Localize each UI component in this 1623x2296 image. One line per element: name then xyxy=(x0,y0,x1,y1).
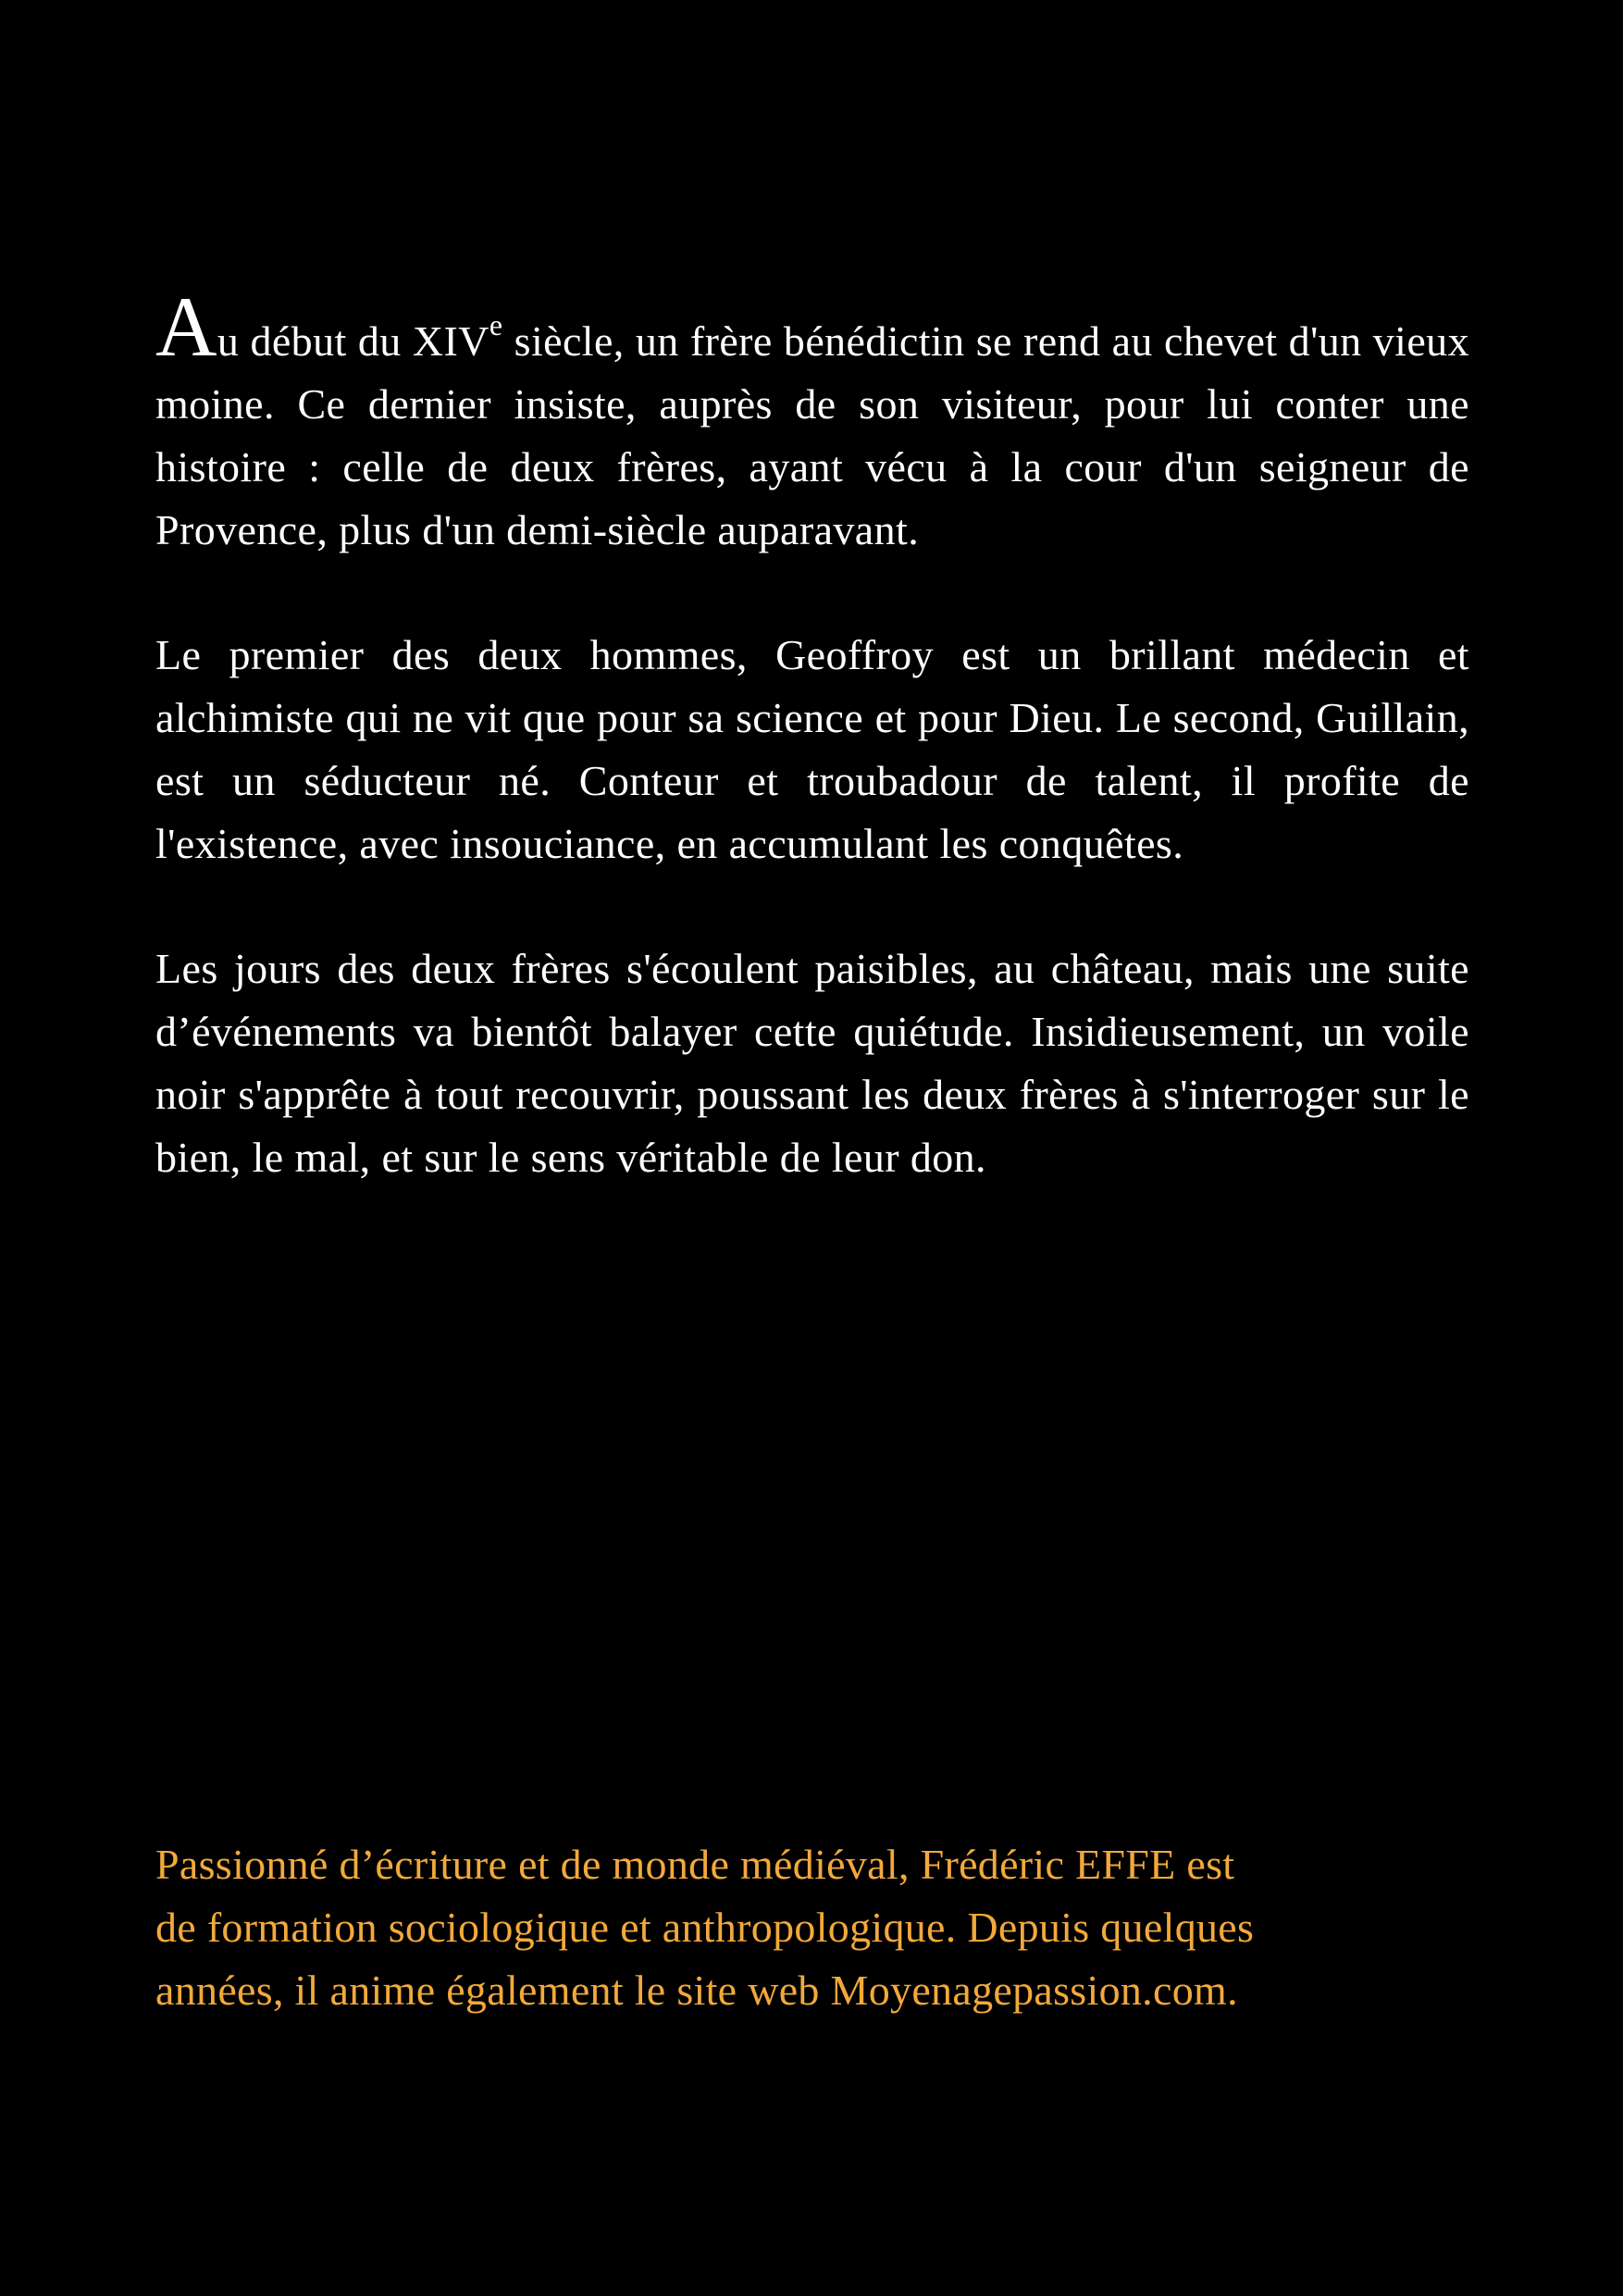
author-bio-line-1: Passionné d’écriture et de monde médiéval, Frédéric EFFE est xyxy=(155,1841,1235,1888)
synopsis xyxy=(155,279,1469,1251)
paragraph-1-rest: siècle, un frère bénédictin se rend au chevet d'un vieux moine. Ce dernier insiste, auprès de son visiteur, pour lui conter une histoire : celle de deux frères, ayant vécu à la cour d'un seigneur de Provence, plus d'un demi-siècle auparavant. xyxy=(155,317,1469,553)
synopsis-paragraph-1 xyxy=(155,279,1469,562)
drop-cap: A xyxy=(155,279,217,374)
author-bio xyxy=(155,1833,1479,2022)
paragraph-1-start: u début du XIV xyxy=(217,317,489,365)
synopsis-paragraph-3: Les jours des deux frères s'écoulent paisibles, au château, mais une suite d’événements va bientôt balayer cette quiétude. Insidieusement, un voile noir s'apprête à tout recouvrir, poussant les deux frères à s'interroger sur le bien, le mal, et sur le sens véritable de leur don. xyxy=(155,945,1469,1181)
century-superscript: e xyxy=(489,308,503,341)
synopsis-paragraph-2: Le premier des deux hommes, Geoffroy est un brillant médecin et alchimiste qui ne vit que pour sa science et pour Dieu. Le second, Guillain, est un séducteur né. Conteur et troubadour de talent, il profite de l'existence, avec insouciance, en accumulant les conquêtes. xyxy=(155,631,1469,867)
author-bio-line-2: de formation sociologique et anthropologique. Depuis quelques xyxy=(155,1904,1255,1951)
author-bio-line-3: années, il anime également le site web Moyenagepassion.com. xyxy=(155,1967,1238,2014)
